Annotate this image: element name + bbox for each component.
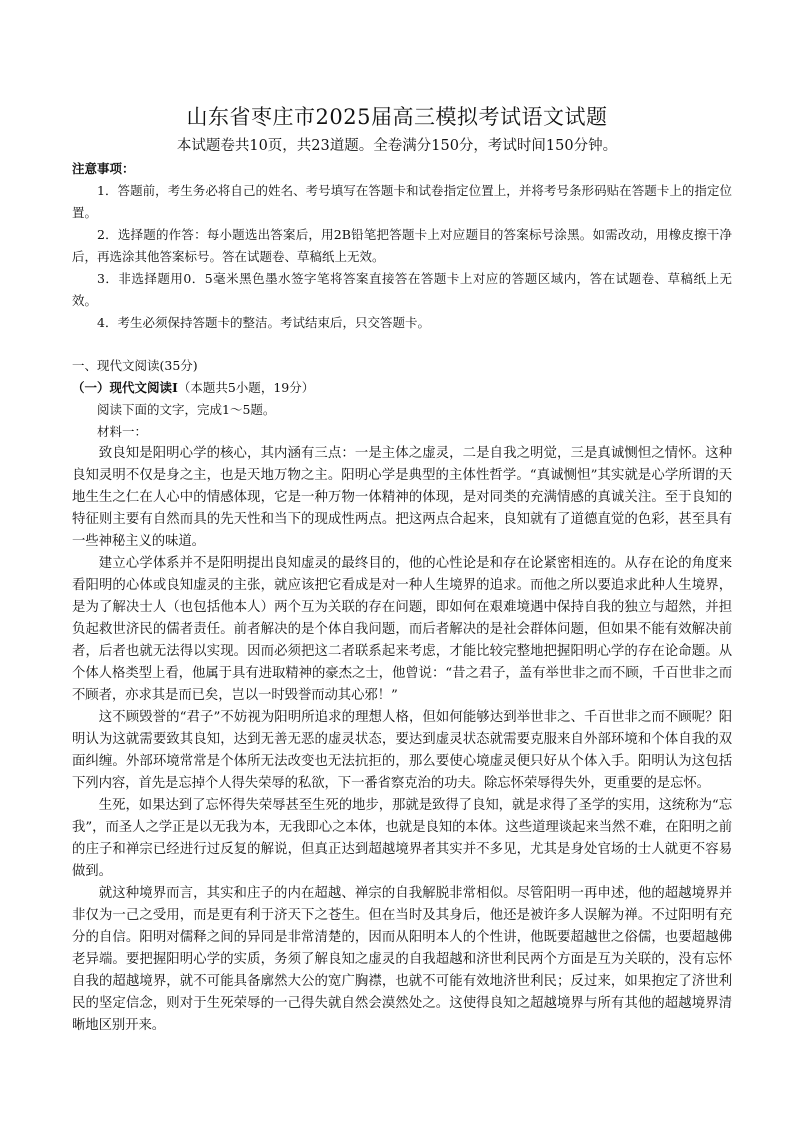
- notes-heading: 注意事项：: [72, 161, 135, 176]
- reading-instruction: 阅读下面的文字，完成1～5题。: [97, 402, 276, 417]
- passage-paragraph: 致良知是阳明心学的核心，其内涵有三点：一是主体之虚灵，二是自我之明觉，三是真诚恻怛之情怀。这种良知灵明不仅是身之主，也是天地万物之主。阳明心学是典型的主体性哲学。“真诚恻怛”其实就是心学所谓的天地生生之仁在人心中的情感体现，它是一种万物一体精神的体现，是对同类的充满情感的真诚关注。至于良知的特征则主要有自然而具的先天性和当下的现成性两点。把这两点合起来，良知就有了道德直觉的色彩，甚至具有一些神秘主义的味道。: [72, 446, 732, 549]
- subsection-heading: [72, 377, 732, 399]
- subsection-info: （本题共5小题，19分）: [177, 380, 315, 395]
- section-heading: 一、现代文阅读(35分): [72, 358, 198, 373]
- page-title: 山东省枣庄市2025届高三模拟考试语文试题: [186, 105, 608, 129]
- note-item: 1．答题前，考生务必将自己的姓名、考号填写在答题卡和试卷指定位置上，并将考号条形码贴在答题卡上的指定位置。: [72, 183, 732, 220]
- note-item: 4．考生必须保持答题卡的整洁。考试结束后，只交答题卡。: [97, 315, 430, 330]
- passage-paragraph: 建立心学体系并不是阳明提出良知虚灵的最终目的，他的心性论是和存在论紧密相连的。从存在论的角度来看阳明的心体或良知虚灵的主张，就应该把它看成是对一种人生境界的追求。而他之所以要追求此种人生境界，是为了解决士人（也包括他本人）两个互为关联的存在问题，即如何在艰难境遇中保持自我的独立与超然，并担负起救世济民的儒者责任。前者解决的是个体自我问题，而后者解决的是社会群体问题，但如果不能有效解决前者，后者也就无法得以实现。因而必须把这二者联系起来考虑，才能比较完整地把握阳明心学的存在论命题。从个体人格类型上看，他属于具有进取精神的豪杰之士，他曾说：“昔之君子，盖有举世非之而不顾，千百世非之而不顾者，亦求其是而已矣，岂以一时毁誉而动其心邪！”: [72, 556, 732, 703]
- passage-paragraph: 生死，如果达到了忘怀得失荣辱甚至生死的地步，那就是致得了良知，就是求得了圣学的实用，这统称为“忘我”，而圣人之学正是以无我为本，无我即心之本体，也就是良知的本体。这些道理谈起来当然不难，在阳明之前的庄子和禅宗已经进行过反复的解说，但真正达到超越境界者其实并不多见，尤其是身处官场的士人就更不容易做到。: [72, 798, 732, 879]
- document-body: [72, 158, 732, 1037]
- passage-paragraph: 这不顾毁誉的“君子”不妨视为阳明所追求的理想人格，但如何能够达到举世非之、千百世非之而不顾呢？阳明认为这就需要致其良知，达到无善无恶的虚灵状态，要达到虚灵状态就需要克服来自外部环境和个体自我的双面纠缠。外部环境常常是个体所无法改变也无法抗拒的，那么要使心境虚灵便只好从个体入手。阳明认为这包括下列内容，首先是忘掉个人得失荣辱的私欲，下一番省察克治的功夫。除忘怀荣辱得失外，更重要的是忘怀。: [72, 710, 732, 791]
- note-item: 3．非选择题用0．5毫米黑色墨水签字笔将答案直接答在答题卡上对应的答题区域内，答在试题卷、草稿纸上无效。: [72, 271, 732, 308]
- subsection-label: （一）现代文阅读Ⅰ: [72, 380, 178, 395]
- material-label: 材料一：: [97, 424, 148, 439]
- exam-info: 本试题卷共10页，共23道题。全卷满分150分，考试时间150分钟。: [176, 138, 618, 154]
- note-item: 2．选择题的作答：每小题选出答案后，用2B铅笔把答题卡上对应题目的答案标号涂黑。如需改动，用橡皮擦干净后，再选涂其他答案标号。答在试题卷、草稿纸上无效。: [72, 227, 732, 264]
- passage-paragraph: 就这种境界而言，其实和庄子的内在超越、禅宗的自我解脱非常相似。尽管阳明一再申述，他的超越境界并非仅为一己之受用，而是更有利于济天下之苍生。但在当时及其身后，他还是被许多人误解为禅。不过阳明有充分的自信。阳明对儒释之间的异同是非常清楚的，因而从阳明本人的个性讲，他既要超越世之俗儒，也要超越佛老异端。要把握阳明心学的实质，务须了解良知之虚灵的自我超越和济世利民两个方面是互为关联的，没有忘怀自我的超越境界，就不可能具备廓然大公的宽广胸襟，也就不可能有效地济世利民；反过来，如果抱定了济世利民的坚定信念，则对于生死荣辱的一己得失就自然会漠然处之。这使得良知之超越境界与所有其他的超越境界清晰地区别开来。: [72, 886, 732, 1033]
